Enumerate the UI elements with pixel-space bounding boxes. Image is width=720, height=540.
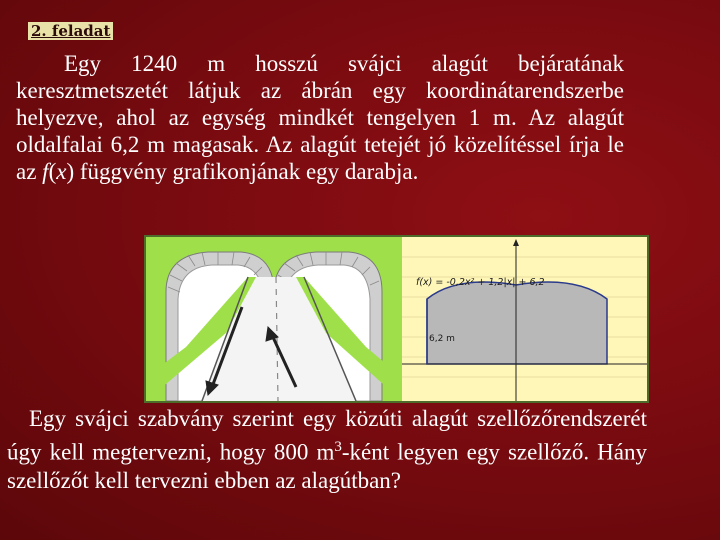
paragraph-2-text: Egy svájci szabvány szerint egy közúti alagút szellőzőrendszerét úgy kell megtervezni, hogy 800 m xyxy=(7,406,647,465)
problem-paragraph-2 xyxy=(7,405,647,495)
cube-exponent: 3 xyxy=(334,439,342,455)
problem-paragraph-1 xyxy=(16,50,624,185)
function-paren-open: ( xyxy=(48,159,57,184)
tunnel-cross-section xyxy=(427,282,607,364)
function-name: f xyxy=(42,159,49,184)
task-label: 2. feladat xyxy=(28,22,113,40)
tunnel-figure xyxy=(144,235,649,403)
paragraph-1-suffix: függvény grafikonjának egy darabja. xyxy=(74,159,419,184)
tunnel-entrance-illustration xyxy=(146,237,402,401)
function-graph xyxy=(402,237,647,401)
function-paren-close: ) xyxy=(66,159,75,184)
paragraph-1-text: Egy 1240 m hosszú svájci alagút bejáratának keresztmetszetét látjuk az ábrán egy koordinátarendszerbe helyezve, ahol az egység mindkét tengelyen 1 m. Az alagút oldalfalai 6,2 m magasak. Az alagút tetejét jó közelítéssel írja le az xyxy=(16,51,624,184)
function-label: f(x) = -0,2x² + 1,2|x| + 6,2 xyxy=(416,277,545,288)
paragraph-2-suffix: -ként legyen egy szellőző. Hány szellőzőt kell tervezni ebben az alagútban? xyxy=(7,439,648,493)
height-label: 6,2 m xyxy=(429,334,455,344)
function-variable: x xyxy=(56,159,67,184)
